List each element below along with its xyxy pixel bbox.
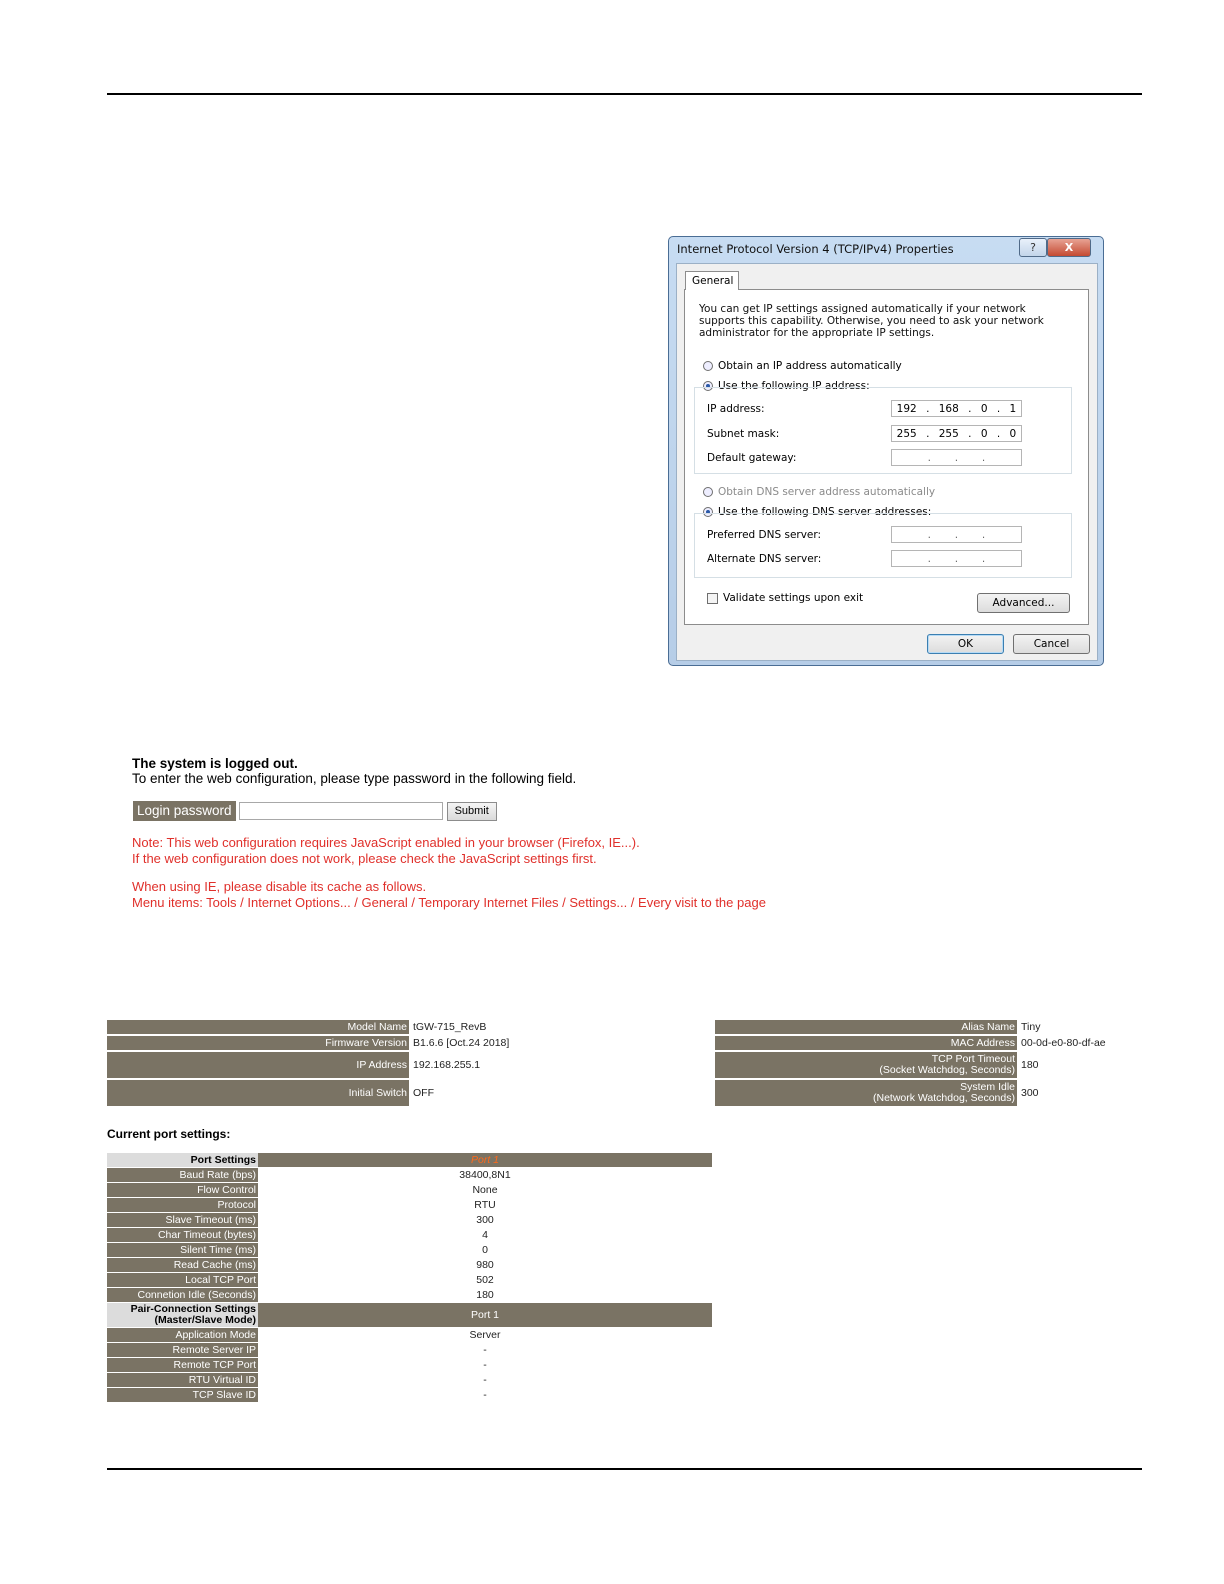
device-info-right <box>715 1018 1108 1108</box>
table-row: Remote Server IP - <box>107 1343 712 1358</box>
table-row: Application Mode Server <box>107 1328 712 1343</box>
login-form <box>133 801 497 821</box>
table-row: Read Cache (ms) 980 <box>107 1258 712 1273</box>
port-settings-table <box>107 1153 712 1403</box>
footer-rule <box>107 1468 1142 1470</box>
table-row: Flow Control None <box>107 1183 712 1198</box>
ok-button[interactable]: OK <box>927 634 1004 654</box>
table-row: Model Name tGW-715_RevB <box>107 1020 511 1034</box>
alternate-dns-label: Alternate DNS server: <box>707 553 822 565</box>
close-button[interactable]: X <box>1047 238 1091 257</box>
table-row: Baud Rate (bps) 38400,8N1 <box>107 1168 712 1183</box>
table-row: MAC Address 00-0d-e0-80-df-ae <box>715 1036 1108 1050</box>
login-password-input[interactable] <box>239 802 443 820</box>
header-rule <box>107 93 1142 95</box>
ie-cache-note: When using IE, please disable its cache as follows. Menu items: Tools / Internet Options... / General / Temporary Internet Files / Settings... / Every visit to the page <box>132 879 766 910</box>
radio-off-icon <box>703 487 713 497</box>
table-header-row: Pair-Connection Settings (Master/Slave Mode) Port 1 <box>107 1303 712 1328</box>
table-header-row: Port Settings Port 1 <box>107 1153 712 1168</box>
default-gateway-input[interactable]: . . . <box>891 449 1022 466</box>
login-password-label: Login password <box>133 801 236 821</box>
dialog-title: Internet Protocol Version 4 (TCP/IPv4) Properties <box>677 242 954 256</box>
dialog-description: You can get IP settings assigned automatically if your network supports this capability. Otherwise, you need to ask your network administrator for the appropriate IP settings. <box>699 303 1044 339</box>
help-button[interactable]: ? <box>1019 238 1047 257</box>
submit-button[interactable]: Submit <box>447 802 497 821</box>
table-row: IP Address 192.168.255.1 <box>107 1052 511 1078</box>
table-row: Firmware Version B1.6.6 [Oct.24 2018] <box>107 1036 511 1050</box>
table-row: Connetion Idle (Seconds) 180 <box>107 1288 712 1303</box>
dialog-body <box>676 263 1098 661</box>
checkbox-icon <box>707 593 718 604</box>
radio-obtain-ip-auto[interactable]: Obtain an IP address automatically <box>703 360 902 372</box>
table-row: Local TCP Port 502 <box>107 1273 712 1288</box>
table-row: Alias Name Tiny <box>715 1020 1108 1034</box>
cancel-button[interactable]: Cancel <box>1013 634 1090 654</box>
device-info-left <box>107 1018 511 1108</box>
preferred-dns-input[interactable]: . . . <box>891 526 1022 543</box>
logout-heading: The system is logged out. <box>132 756 298 771</box>
table-row: Initial Switch OFF <box>107 1080 511 1106</box>
radio-use-dns[interactable]: Use the following DNS server addresses: <box>703 506 931 518</box>
subnet-mask-input[interactable]: 255 . 255 . 0 . 0 <box>891 425 1022 442</box>
radio-obtain-dns-auto[interactable]: Obtain DNS server address automatically <box>703 486 935 498</box>
javascript-note: Note: This web configuration requires JavaScript enabled in your browser (Firefox, IE...). If the web configuration does not work, please check the JavaScript settings first. <box>132 835 640 866</box>
radio-use-ip[interactable]: Use the following IP address: <box>703 380 870 392</box>
current-port-settings-heading: Current port settings: <box>107 1127 231 1141</box>
subnet-mask-label: Subnet mask: <box>707 428 780 440</box>
radio-off-icon <box>703 361 713 371</box>
logout-message <box>132 756 576 786</box>
preferred-dns-label: Preferred DNS server: <box>707 529 822 541</box>
ipv4-properties-dialog <box>668 236 1104 666</box>
alternate-dns-input[interactable]: . . . <box>891 550 1022 567</box>
table-row: Slave Timeout (ms) 300 <box>107 1213 712 1228</box>
advanced-button[interactable]: Advanced... <box>977 593 1070 613</box>
table-row: System Idle (Network Watchdog, Seconds) 300 <box>715 1080 1108 1106</box>
table-row: Protocol RTU <box>107 1198 712 1213</box>
table-row: Remote TCP Port - <box>107 1358 712 1373</box>
ip-address-input[interactable]: 192 . 168 . 0 . 1 <box>891 400 1022 417</box>
ip-address-label: IP address: <box>707 403 765 415</box>
general-panel <box>684 289 1089 625</box>
table-row: TCP Slave ID - <box>107 1388 712 1403</box>
table-row: Silent Time (ms) 0 <box>107 1243 712 1258</box>
tab-general[interactable]: General <box>685 271 739 290</box>
table-row: Char Timeout (bytes) 4 <box>107 1228 712 1243</box>
table-row: TCP Port Timeout (Socket Watchdog, Seconds) 180 <box>715 1052 1108 1078</box>
table-row: RTU Virtual ID - <box>107 1373 712 1388</box>
dns-group-box <box>694 513 1072 578</box>
default-gateway-label: Default gateway: <box>707 452 797 464</box>
validate-checkbox[interactable]: Validate settings upon exit <box>707 592 863 604</box>
login-instruction: To enter the web configuration, please type password in the following field. <box>132 771 577 786</box>
